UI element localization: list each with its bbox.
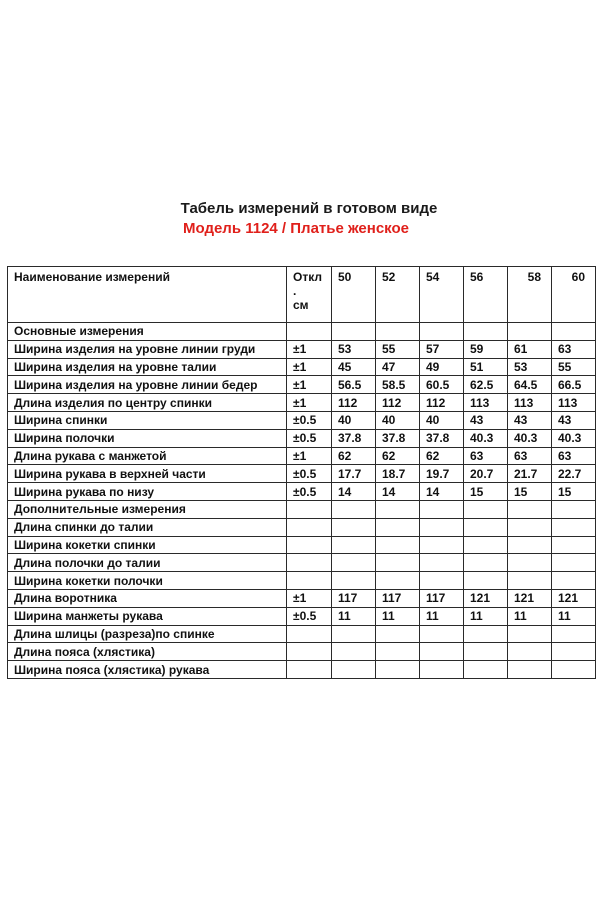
size-value-cell: 14 — [376, 483, 420, 501]
size-value-cell — [552, 323, 596, 341]
size-value-cell — [332, 500, 376, 518]
size-value-cell: 11 — [332, 607, 376, 625]
size-value-cell — [420, 536, 464, 554]
size-value-cell: 43 — [464, 411, 508, 429]
size-value-cell: 60.5 — [420, 376, 464, 394]
size-value-cell — [332, 661, 376, 679]
size-value-cell: 57 — [420, 340, 464, 358]
header-size-56: 56 — [464, 267, 508, 323]
size-value-cell — [332, 536, 376, 554]
measurement-name: Ширина рукава в верхней части — [8, 465, 287, 483]
size-value-cell — [508, 323, 552, 341]
tolerance-cell: ±1 — [287, 394, 332, 412]
size-value-cell — [508, 518, 552, 536]
header-tolerance — [287, 267, 332, 323]
size-value-cell: 62.5 — [464, 376, 508, 394]
tolerance-cell — [287, 572, 332, 590]
size-value-cell: 61 — [508, 340, 552, 358]
size-value-cell — [376, 536, 420, 554]
size-value-cell: 22.7 — [552, 465, 596, 483]
tolerance-cell: ±0.5 — [287, 465, 332, 483]
size-value-cell — [376, 500, 420, 518]
size-value-cell: 121 — [552, 589, 596, 607]
size-value-cell — [420, 500, 464, 518]
tolerance-cell: ±0.5 — [287, 429, 332, 447]
size-value-cell — [376, 554, 420, 572]
table-row — [8, 536, 596, 554]
table-row — [8, 376, 596, 394]
size-value-cell — [464, 536, 508, 554]
size-value-cell: 37.8 — [420, 429, 464, 447]
size-value-cell: 51 — [464, 358, 508, 376]
table-row — [8, 340, 596, 358]
table-row — [8, 358, 596, 376]
size-value-cell: 53 — [508, 358, 552, 376]
size-value-cell — [376, 625, 420, 643]
measurement-name: Длина пояса (хлястика) — [8, 643, 287, 661]
tolerance-cell — [287, 661, 332, 679]
size-value-cell — [376, 572, 420, 590]
size-value-cell: 49 — [420, 358, 464, 376]
tolerance-cell — [287, 554, 332, 572]
table-row — [8, 661, 596, 679]
size-value-cell: 117 — [420, 589, 464, 607]
header-tolerance-line3: см — [293, 298, 309, 312]
size-value-cell: 117 — [332, 589, 376, 607]
size-value-cell: 113 — [464, 394, 508, 412]
header-tolerance-line1: Откл — [293, 270, 322, 284]
size-value-cell — [420, 554, 464, 572]
table-row — [8, 625, 596, 643]
measurement-name: Длина шлицы (разреза)по спинке — [8, 625, 287, 643]
size-value-cell — [332, 323, 376, 341]
tolerance-cell: ±1 — [287, 589, 332, 607]
size-value-cell: 15 — [464, 483, 508, 501]
tolerance-cell: ±1 — [287, 447, 332, 465]
header-size-52: 52 — [376, 267, 420, 323]
size-value-cell: 121 — [508, 589, 552, 607]
table-row — [8, 429, 596, 447]
size-value-cell — [420, 643, 464, 661]
measurement-name: Дополнительные измерения — [8, 500, 287, 518]
measurement-name: Ширина кокетки спинки — [8, 536, 287, 554]
measurement-name: Длина рукава с манжетой — [8, 447, 287, 465]
size-value-cell: 62 — [332, 447, 376, 465]
size-value-cell: 113 — [508, 394, 552, 412]
size-value-cell: 21.7 — [508, 465, 552, 483]
header-row — [8, 267, 596, 323]
table-row — [8, 572, 596, 590]
size-value-cell: 121 — [464, 589, 508, 607]
tolerance-cell: ±1 — [287, 340, 332, 358]
size-value-cell — [552, 572, 596, 590]
measurement-name: Ширина спинки — [8, 411, 287, 429]
size-value-cell — [376, 643, 420, 661]
size-value-cell: 43 — [552, 411, 596, 429]
measurement-name: Ширина пояса (хлястика) рукава — [8, 661, 287, 679]
size-value-cell: 40 — [332, 411, 376, 429]
size-value-cell — [376, 518, 420, 536]
size-value-cell: 40 — [420, 411, 464, 429]
size-value-cell — [420, 661, 464, 679]
size-value-cell — [464, 500, 508, 518]
size-value-cell: 112 — [420, 394, 464, 412]
table-row — [8, 643, 596, 661]
size-value-cell: 18.7 — [376, 465, 420, 483]
table-row — [8, 483, 596, 501]
size-value-cell — [332, 572, 376, 590]
size-value-cell — [464, 625, 508, 643]
size-value-cell — [420, 572, 464, 590]
size-value-cell: 56.5 — [332, 376, 376, 394]
table-row — [8, 607, 596, 625]
measurement-name: Ширина манжеты рукава — [8, 607, 287, 625]
size-value-cell: 63 — [552, 340, 596, 358]
size-value-cell: 37.8 — [376, 429, 420, 447]
measurement-name: Ширина рукава по низу — [8, 483, 287, 501]
measurement-name: Длина спинки до талии — [8, 518, 287, 536]
size-value-cell — [508, 536, 552, 554]
size-value-cell — [332, 625, 376, 643]
size-value-cell: 45 — [332, 358, 376, 376]
size-value-cell: 11 — [552, 607, 596, 625]
size-value-cell — [376, 661, 420, 679]
size-value-cell: 63 — [508, 447, 552, 465]
tolerance-cell: ±0.5 — [287, 411, 332, 429]
table-row — [8, 518, 596, 536]
size-value-cell — [332, 554, 376, 572]
measurement-name: Длина полочки до талии — [8, 554, 287, 572]
size-value-cell — [552, 661, 596, 679]
tolerance-cell: ±1 — [287, 376, 332, 394]
size-value-cell — [552, 500, 596, 518]
measurement-name: Длина воротника — [8, 589, 287, 607]
size-value-cell — [420, 323, 464, 341]
size-value-cell: 19.7 — [420, 465, 464, 483]
size-value-cell: 53 — [332, 340, 376, 358]
size-value-cell: 43 — [508, 411, 552, 429]
size-value-cell: 59 — [464, 340, 508, 358]
table-row — [8, 589, 596, 607]
measurement-name: Ширина изделия на уровне талии — [8, 358, 287, 376]
size-value-cell: 66.5 — [552, 376, 596, 394]
header-tolerance-line2: . — [293, 284, 297, 298]
size-value-cell: 14 — [332, 483, 376, 501]
size-value-cell: 112 — [332, 394, 376, 412]
document-title: Табель измерений в готовом виде — [180, 200, 438, 217]
size-value-cell — [552, 536, 596, 554]
size-value-cell — [464, 572, 508, 590]
size-value-cell — [464, 554, 508, 572]
size-value-cell — [332, 643, 376, 661]
size-value-cell: 20.7 — [464, 465, 508, 483]
size-value-cell — [508, 661, 552, 679]
size-value-cell — [464, 518, 508, 536]
size-value-cell — [420, 625, 464, 643]
size-value-cell: 40.3 — [508, 429, 552, 447]
size-value-cell: 17.7 — [332, 465, 376, 483]
size-value-cell — [508, 554, 552, 572]
measurement-name: Ширина кокетки полочки — [8, 572, 287, 590]
size-value-cell: 112 — [376, 394, 420, 412]
size-value-cell — [508, 643, 552, 661]
table-row — [8, 447, 596, 465]
size-value-cell — [552, 554, 596, 572]
size-value-cell: 47 — [376, 358, 420, 376]
size-value-cell: 55 — [376, 340, 420, 358]
header-size-54: 54 — [420, 267, 464, 323]
size-value-cell — [508, 572, 552, 590]
table-row — [8, 323, 596, 341]
size-value-cell: 117 — [376, 589, 420, 607]
tolerance-cell: ±0.5 — [287, 607, 332, 625]
header-name: Наименование измерений — [8, 267, 287, 323]
tolerance-cell — [287, 536, 332, 554]
size-value-cell: 62 — [376, 447, 420, 465]
size-value-cell — [508, 625, 552, 643]
tolerance-cell — [287, 518, 332, 536]
size-value-cell: 40.3 — [552, 429, 596, 447]
measurement-name: Длина изделия по центру спинки — [8, 394, 287, 412]
measurement-name: Ширина полочки — [8, 429, 287, 447]
size-value-cell: 64.5 — [508, 376, 552, 394]
size-value-cell: 58.5 — [376, 376, 420, 394]
size-value-cell: 40.3 — [464, 429, 508, 447]
size-value-cell — [552, 643, 596, 661]
table-row — [8, 411, 596, 429]
tolerance-cell — [287, 643, 332, 661]
size-value-cell: 55 — [552, 358, 596, 376]
measurement-name: Ширина изделия на уровне линии груди — [8, 340, 287, 358]
measurement-name: Ширина изделия на уровне линии бедер — [8, 376, 287, 394]
model-subtitle: Модель 1124 / Платье женское — [182, 220, 409, 237]
measurements-table — [7, 266, 596, 679]
size-value-cell: 14 — [420, 483, 464, 501]
size-value-cell — [552, 518, 596, 536]
tolerance-cell — [287, 625, 332, 643]
size-value-cell: 40 — [376, 411, 420, 429]
tolerance-cell: ±1 — [287, 358, 332, 376]
size-value-cell — [464, 661, 508, 679]
size-value-cell: 11 — [508, 607, 552, 625]
header-size-58: 58 — [508, 267, 552, 323]
size-value-cell — [464, 643, 508, 661]
tolerance-cell — [287, 323, 332, 341]
size-value-cell: 63 — [552, 447, 596, 465]
size-value-cell: 37.8 — [332, 429, 376, 447]
size-value-cell — [464, 323, 508, 341]
size-value-cell — [332, 518, 376, 536]
size-value-cell: 113 — [552, 394, 596, 412]
size-value-cell: 15 — [552, 483, 596, 501]
table-row — [8, 394, 596, 412]
size-value-cell: 11 — [464, 607, 508, 625]
size-value-cell — [420, 518, 464, 536]
table-row — [8, 500, 596, 518]
size-value-cell — [376, 323, 420, 341]
tolerance-cell — [287, 500, 332, 518]
size-value-cell: 63 — [464, 447, 508, 465]
size-value-cell — [552, 625, 596, 643]
measurement-name: Основные измерения — [8, 323, 287, 341]
size-value-cell: 62 — [420, 447, 464, 465]
size-value-cell: 11 — [376, 607, 420, 625]
header-size-50: 50 — [332, 267, 376, 323]
size-value-cell: 11 — [420, 607, 464, 625]
table-row — [8, 465, 596, 483]
table-row — [8, 554, 596, 572]
header-size-60: 60 — [552, 267, 596, 323]
size-value-cell — [508, 500, 552, 518]
tolerance-cell: ±0.5 — [287, 483, 332, 501]
size-value-cell: 15 — [508, 483, 552, 501]
